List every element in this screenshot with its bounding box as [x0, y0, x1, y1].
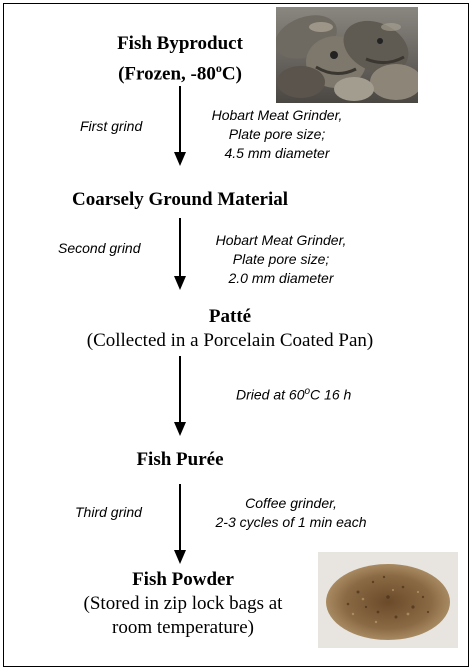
stage-title: Fish Purée — [136, 449, 224, 470]
step-label: Second grind — [58, 240, 141, 256]
stage-subtitle: room temperature) — [112, 617, 254, 638]
step-description: Hobart Meat Grinder, Plate pore size; 4.5 mm diameter — [211, 107, 343, 161]
stage-fish-powder — [62, 568, 304, 640]
stage-fish-byproduct — [92, 32, 268, 86]
stage-title: Fish Powder — [132, 569, 234, 590]
stage-title: Fish Byproduct — [117, 33, 243, 54]
arrow-down-icon — [172, 218, 188, 290]
step-label: First grind — [80, 118, 143, 134]
arrow-down-icon — [172, 484, 188, 564]
stage-subtitle: (Stored in zip lock bags at — [83, 593, 283, 614]
step-label: Third grind — [75, 504, 142, 520]
step-description: Coffee grinder, 2-3 cycles of 1 min each — [215, 495, 367, 530]
arrow-down-icon — [172, 86, 188, 166]
stage-fish-puree — [100, 448, 260, 472]
stage-subtitle: (Frozen, -80$^o$C) — [118, 61, 242, 85]
stage-patte — [40, 305, 420, 353]
arrow-down-icon — [172, 356, 188, 436]
step-description: Hobart Meat Grinder, Plate pore size; 2.0 mm diameter — [215, 232, 347, 286]
stage-coarsely-ground — [20, 188, 340, 212]
stage-title: Coarsely Ground Material — [71, 189, 288, 210]
stage-subtitle: (Collected in a Porcelain Coated Pan) — [86, 330, 374, 351]
step-description: Dried at 60$^o$C 16 h — [236, 386, 352, 403]
fish-powder-photo — [318, 552, 458, 648]
fish-byproduct-photo — [276, 7, 418, 103]
stage-title: Patté — [208, 306, 252, 327]
